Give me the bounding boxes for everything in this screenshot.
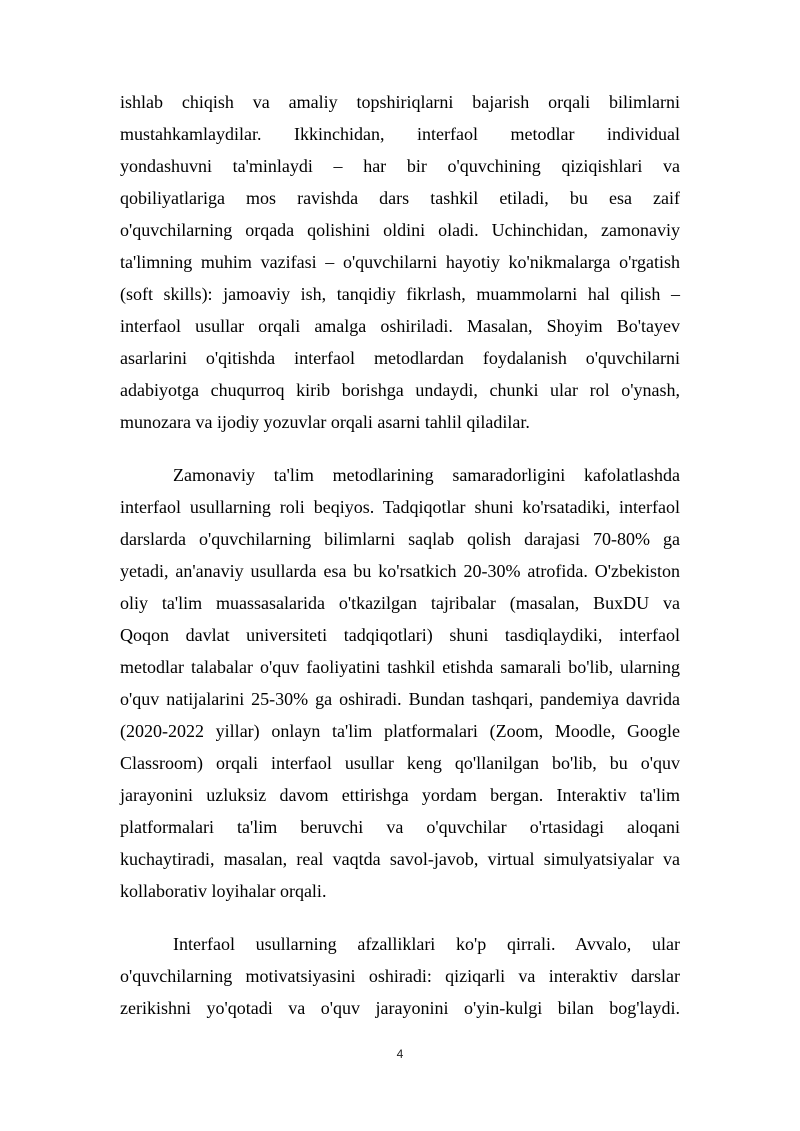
text-line: jarayonini uzluksiz davom ettirishga yordam bergan. Interaktiv ta'lim [120,785,680,805]
text-line: ta'limning muhim vazifasi – o'quvchilarni hayotiy ko'nikmalarga o'rgatish [120,252,680,272]
text-line: mustahkamlaydilar. Ikkinchidan, interfaol metodlar individual [120,124,680,144]
text-line: yetadi, an'anaviy usullarda esa bu ko'rsatkich 20-30% atrofida. O'zbekiston [120,561,680,581]
text-line: munozara va ijodiy yozuvlar orqali asarni tahlil qiladilar. [120,412,530,432]
text-line: asarlarini o'qitishda interfaol metodlardan foydalanish o'quvchilarni [120,348,680,368]
text-line: Zamonaviy ta'lim metodlarining samaradorligini kafolatlashda [173,465,680,485]
paragraph-gap [120,907,680,928]
text-line: darslarda o'quvchilarning bilimlarni saqlab qolish darajasi 70-80% ga [120,529,680,549]
text-line: o'quv natijalarini 25-30% ga oshiradi. Bundan tashqari, pandemiya davrida [120,689,680,709]
text-line: yondashuvni ta'minlaydi – har bir o'quvchining qiziqishlari va [120,156,680,176]
body-text [120,86,680,1024]
text-line: qobiliyatlariga mos ravishda dars tashkil etiladi, bu esa zaif [120,188,680,208]
text-line: ishlab chiqish va amaliy topshiriqlarni bajarish orqali bilimlarni [120,92,680,112]
text-line: kuchaytiradi, masalan, real vaqtda savol-javob, virtual simulyatsiyalar va [120,849,680,869]
paragraph [120,928,680,1024]
text-line: kollaborativ loyihalar orqali. [120,881,327,901]
text-line: oliy ta'lim muassasalarida o'tkazilgan tajribalar (masalan, BuxDU va [120,593,680,613]
text-line: metodlar talabalar o'quv faoliyatini tashkil etishda samarali bo'lib, ularning [120,657,680,677]
text-line: (2020-2022 yillar) onlayn ta'lim platformalari (Zoom, Moodle, Google [120,721,680,741]
text-line: (soft skills): jamoaviy ish, tanqidiy fikrlash, muammolarni hal qilish – [120,284,680,304]
paragraph [120,459,680,907]
text-line: Classroom) orqali interfaol usullar keng qo'llanilgan bo'lib, bu o'quv [120,753,680,773]
text-line: interfaol usullar orqali amalga oshiriladi. Masalan, Shoyim Bo'tayev [120,316,680,336]
text-line: Interfaol usullarning afzalliklari ko'p qirrali. Avvalo, ular [173,934,680,954]
page-number: 4 [396,1047,404,1061]
text-line: o'quvchilarning orqada qolishini oldini oladi. Uchinchidan, zamonaviy [120,220,680,240]
text-line: zerikishni yo'qotadi va o'quv jarayonini o'yin-kulgi bilan bog'laydi. [120,998,680,1018]
text-line: o'quvchilarning motivatsiyasini oshiradi: qiziqarli va interaktiv darslar [120,966,680,986]
text-line: adabiyotga chuqurroq kirib borishga undaydi, chunki ular rol o'ynash, [120,380,680,400]
paragraph [120,86,680,438]
text-line: interfaol usullarning roli beqiyos. Tadqiqotlar shuni ko'rsatadiki, interfaol [120,497,680,517]
paragraph-gap [120,438,680,459]
text-line: Qoqon davlat universiteti tadqiqotlari) shuni tasdiqlaydiki, interfaol [120,625,680,645]
text-line: platformalari ta'lim beruvchi va o'quvchilar o'rtasidagi aloqani [120,817,680,837]
